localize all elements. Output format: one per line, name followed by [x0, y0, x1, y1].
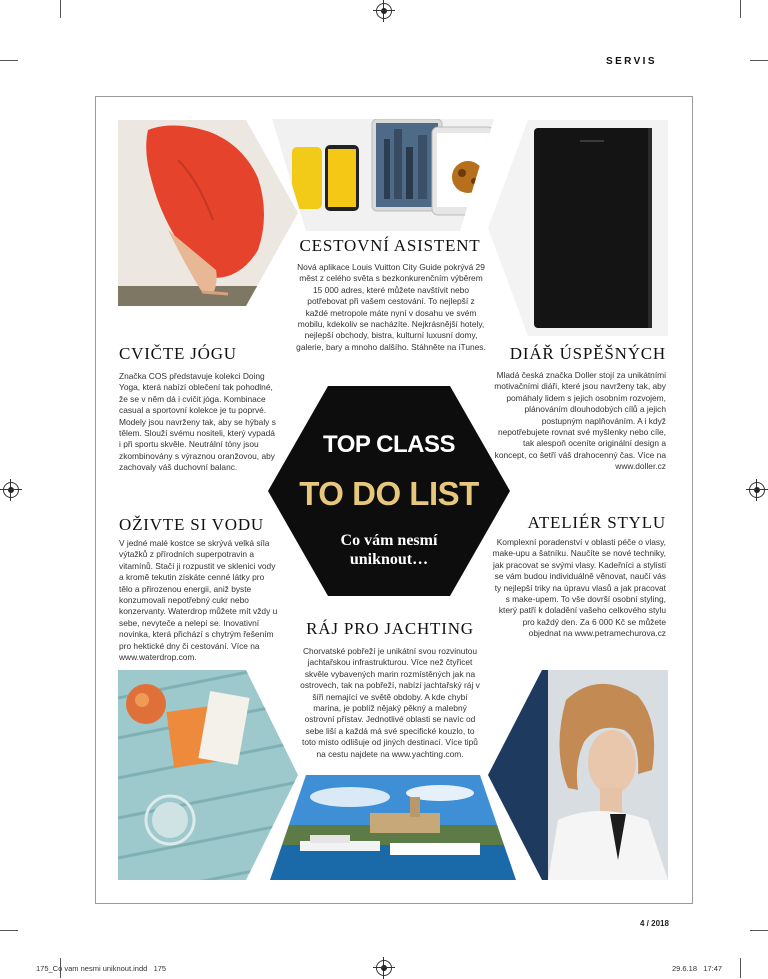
yoga-image: [118, 120, 298, 306]
diary-image: [488, 120, 668, 336]
travel-heading: CESTOVNÍ ASISTENT: [299, 236, 481, 255]
yacht-heading: RÁJ PRO JACHTING: [306, 619, 474, 638]
crop-mark: [0, 60, 18, 61]
hero-subtitle-line: uniknout…: [349, 551, 429, 568]
yacht-text: Chorvatské pobřeží je unikátní svou rozvinutou jachtařskou infrastrukturou. Více než čtyřicet skvěle vybavených marin rozmístěných jak na ostrovech, tak na pobřeží, nabízí jachtařský ráj v šíři nemající ve světě obdoby. A kde chybí marina, je poblíž nějaký pěkný a malebný ostrovní přístav. Jednotlivé oblasti se navíc od sebe liší a každá má své specifické kouzlo, to toto místo odlišuje od jiných destinací. Více tipů na cestu najdete na www.yachting.com.: [300, 646, 480, 759]
hero-subtitle: [268, 531, 510, 569]
yoga-text: Značka COS představuje kolekci Doing Yoga, která nabízí oblečení tak pohodlné, že se v něm dá i cvičit jóga. Kombinace casual a sportovní kolekce je tu poprvé. Modely jsou navrženy tak, aby se hýbaly s tělem. Slouží svému nositeli, který vypadá i při sportu skvěle. Neutrální tóny jsou zkombinovány s výraznou oranžovou, aby zachovaly váš duchovní balanc.: [119, 371, 276, 473]
file-slug: 175_Co vam nesmi uniknout.indd 175: [36, 964, 167, 973]
atelier-text: Komplexní poradenství v oblasti péče o vlasy, make-upu a šatníku. Naučíte se nové techniky, jak pracovat se svými vlasy. Kadeřníci a stylisti se vám budou individuálně věnovat, naučí vás ty nejlepší triky na úpravu vlasů a jak pracovat s make-upem. To vše dovrší osobní styling, který patří k doladění vašeho celkového stylu pro každý den. Za 6 000 Kč se můžete objednat na www.petramechurova.cz: [492, 537, 666, 639]
crop-mark: [60, 0, 61, 18]
crop-mark: [740, 958, 741, 978]
hair-styling-image: [488, 670, 668, 880]
registration-mark-icon: [3, 482, 19, 498]
crop-mark: [750, 60, 768, 61]
yacht-marina-image: [270, 775, 516, 880]
registration-mark-icon: [376, 3, 392, 19]
print-date: 29.6.18 17:47: [672, 964, 723, 973]
yoga-heading: CVIČTE JÓGU: [119, 344, 237, 363]
crop-mark: [0, 930, 18, 931]
travel-text: Nová aplikace Louis Vuitton City Guide pokrývá 29 měst z celého světa s bezkonkurenčním výběrem 15 000 adres, které můžete navštívit nebo potřebovat při vašem cestování. To nejlepší z každé metropole máte nyní v dosahu ve svém mobilu, kdekoliv se nacházíte. Nejkrásnější hotely, nejlepší obchody, bistra, kulturní luxusní domy, galerie, bary a mnoho dalšího. Stáhněte na iTunes.: [296, 262, 486, 352]
travel-app-image: [272, 119, 494, 231]
diary-heading: DIÁŘ ÚSPĚŠNÝCH: [509, 344, 666, 363]
to-do-list-title: TO DO LIST: [299, 475, 479, 512]
issue-number: 4 / 2018: [640, 919, 669, 928]
section-label: SERVIS: [606, 56, 657, 67]
diary-text: Mladá česká značka Doller stojí za unikátními motivačními diáři, které jsou navrženy tak, aby pomáhaly lidem s jejich osobním rozvojem, plánováním dlouhodobých cílů a jejich postupným naplňováním. A i když nepotřebujete rovnat své myšlenky nebo cíle, tak alespoň oceníte originální design a koncept, co šetří váš drahocenný čas. Více na www.doller.cz: [494, 370, 666, 472]
top-class-label: TOP CLASS: [323, 431, 455, 458]
hero-subtitle-line: Co vám nesmí: [340, 532, 438, 549]
crop-mark: [750, 930, 768, 931]
water-text: V jedné malé kostce se skrývá velká síla výtažků z přírodních superpotravin a vitamínů. Stačí ji rozpustit ve sklenici vody a kromě tekutin získáte cenné látky pro tělo a přirozenou energii, aniž byste konzumovali nepotřebný cukr nebo konzervanty. Waterdrop můžete mít vždy u sebe, nevyteče a nelepí se. Inovativní novinka, která přichází s chytrým řešením pro hektické dny či cestování. Více na www.waterdrop.com.: [119, 538, 278, 663]
crop-mark: [740, 0, 741, 18]
water-heading: OŽIVTE SI VODU: [119, 515, 264, 534]
atelier-heading: ATELIÉR STYLU: [527, 513, 666, 532]
registration-mark-icon: [749, 482, 765, 498]
registration-mark-icon: [376, 960, 392, 976]
